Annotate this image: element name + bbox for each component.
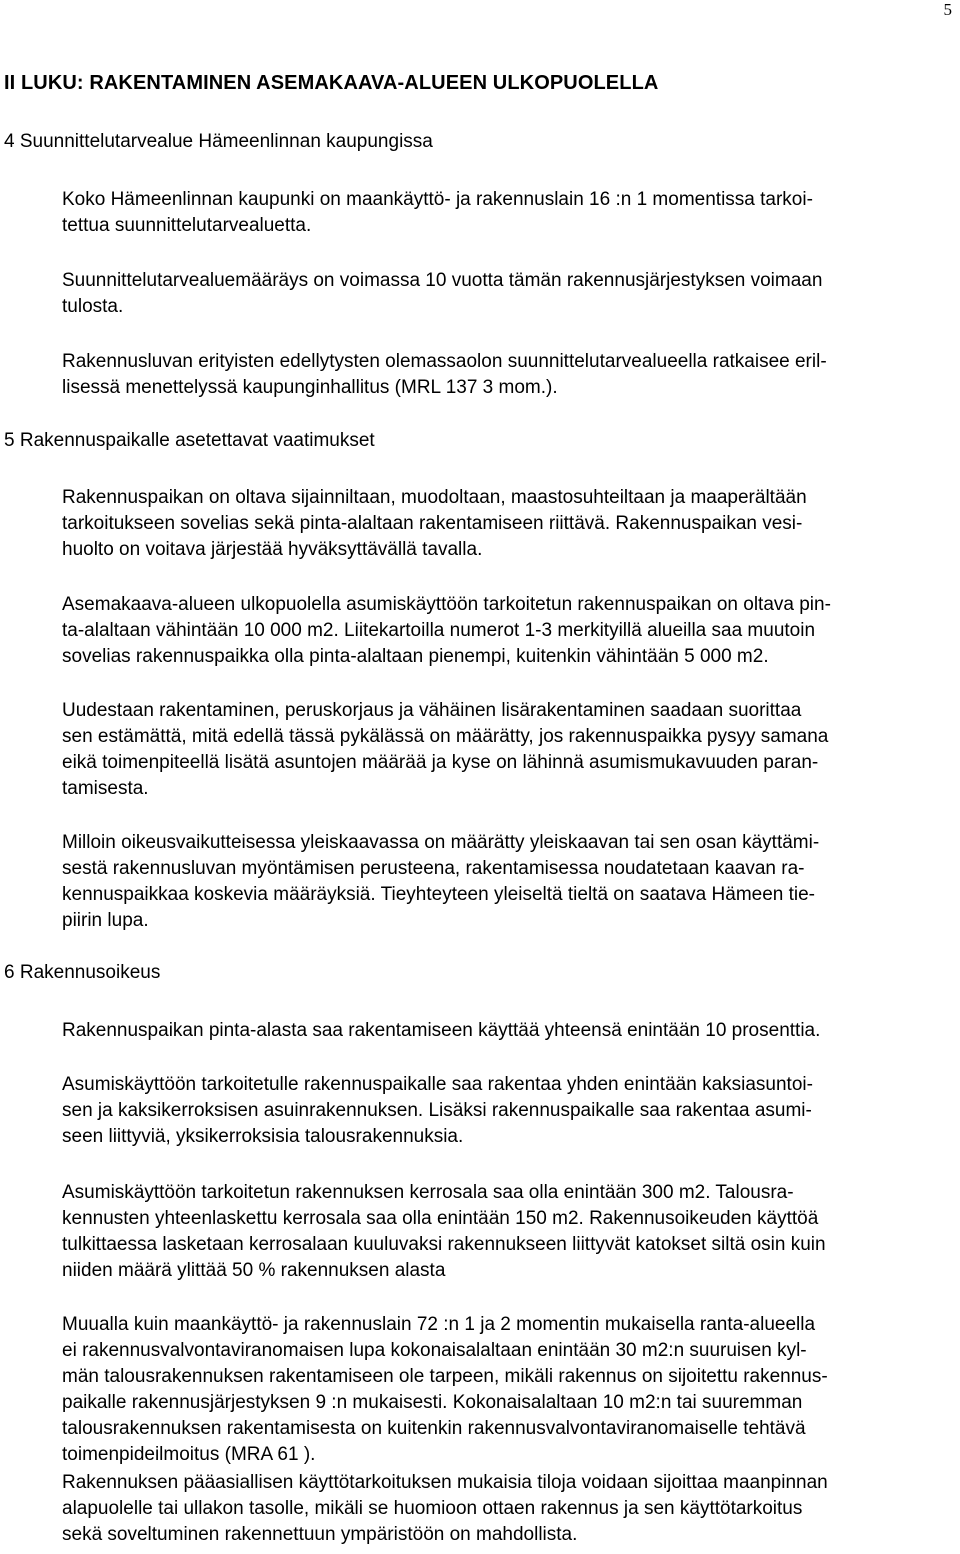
text-line: Milloin oikeusvaikutteisessa yleiskaavassa on määrätty yleiskaavan tai sen osan käyttämi-: [62, 832, 820, 853]
text-line: sovelias rakennuspaikka olla pinta-alaltaan pienempi, kuitenkin vähintään 5 000 m2.: [62, 646, 769, 667]
text-line: sekä soveltuminen rakennettuun ympäristöön on mahdollista.: [62, 1524, 578, 1545]
text-line: sen ja kaksikerroksisen asuinrakennuksen. Lisäksi rakennuspaikalle saa rakentaa asumi-: [62, 1100, 812, 1121]
paragraph: [62, 485, 958, 563]
text-line: Asemakaava-alueen ulkopuolella asumiskäyttöön tarkoitetun rakennuspaikan on oltava pin-: [62, 594, 831, 615]
text-line: eikä toimenpiteellä lisätä asuntojen määrää ja kyse on lähinnä asumismukavuuden paran-: [62, 752, 819, 773]
text-line: sen estämättä, mitä edellä tässä pykälässä on määrätty, jos rakennuspaikka pysyy samana: [62, 726, 829, 747]
paragraph: [62, 1470, 958, 1548]
text-line: Asumiskäyttöön tarkoitetun rakennuksen kerrosala saa olla enintään 300 m2. Talousra-: [62, 1182, 794, 1203]
text-line: Rakennuspaikan on oltava sijainniltaan, muodoltaan, maastosuhteiltaan ja maaperältään: [62, 487, 807, 508]
text-line: ta-alaltaan vähintään 10 000 m2. Liitekartoilla numerot 1-3 merkityillä alueilla saa muutoin: [62, 620, 816, 641]
paragraph: [62, 349, 958, 401]
text-line: män talousrakennuksen rakentamiseen ole tarpeen, mikäli rakennus on sijoitettu rakennus-: [62, 1366, 828, 1387]
paragraph: [62, 830, 958, 934]
chapter-heading: II LUKU: RAKENTAMINEN ASEMAKAAVA-ALUEEN ULKOPUOLELLA: [4, 72, 659, 94]
text-line: Rakennusluvan erityisten edellytysten olemassaolon suunnittelutarvealueella ratkaisee eril-: [62, 351, 827, 372]
page-number: 5: [943, 0, 952, 19]
text-line: niiden määrä ylittää 50 % rakennuksen alasta: [62, 1260, 446, 1281]
paragraph: [62, 268, 958, 320]
text-line: toimenpideilmoitus (MRA 61 ).: [62, 1444, 316, 1465]
text-line: ei rakennusvalvontaviranomaisen lupa kokonaisalaltaan enintään 30 m2:n suuruisen kyl-: [62, 1340, 807, 1361]
paragraph: [62, 1018, 958, 1044]
text-line: Muualla kuin maankäyttö- ja rakennuslain 72 :n 1 ja 2 momentin mukaisella ranta-alueella: [62, 1314, 816, 1335]
paragraph: [62, 1180, 958, 1284]
text-line: tettua suunnittelutarvealuetta.: [62, 215, 312, 236]
text-line: tarkoitukseen sovelias sekä pinta-alaltaan rakentamiseen riittävä. Rakennuspaikan vesi-: [62, 513, 803, 534]
section-title-4: 4 Suunnittelutarvealue Hämeenlinnan kaupungissa: [4, 131, 433, 152]
paragraph: [62, 698, 958, 802]
text-line: sestä rakennusluvan myöntämisen perusteena, rakentamisessa noudatetaan kaavan ra-: [62, 858, 805, 879]
text-line: Suunnittelutarvealuemääräys on voimassa 10 vuotta tämän rakennusjärjestyksen voimaan: [62, 270, 823, 291]
section-title-6: 6 Rakennusoikeus: [4, 962, 161, 983]
text-line: Rakennuksen pääasiallisen käyttötarkoituksen mukaisia tiloja voidaan sijoittaa maanpinnan: [62, 1472, 828, 1493]
text-line: piirin lupa.: [62, 910, 149, 931]
text-line: paikalle rakennusjärjestyksen 9 :n mukaisesti. Kokonaisalaltaan 10 m2:n tai suuremman: [62, 1392, 803, 1413]
text-line: Rakennuspaikan pinta-alasta saa rakentamiseen käyttää yhteensä enintään 10 prosenttia.: [62, 1020, 821, 1041]
paragraph: [62, 187, 958, 239]
section-title-5: 5 Rakennuspaikalle asetettavat vaatimukset: [4, 430, 375, 451]
text-line: kennuspaikkaa koskevia määräyksiä. Tieyhteyteen yleiseltä tieltä on saatava Hämeen tie-: [62, 884, 816, 905]
text-line: tulosta.: [62, 296, 124, 317]
text-line: huolto on voitava järjestää hyväksyttävällä tavalla.: [62, 539, 483, 560]
text-line: Uudestaan rakentaminen, peruskorjaus ja vähäinen lisärakentaminen saadaan suorittaa: [62, 700, 802, 721]
text-line: Asumiskäyttöön tarkoitetulle rakennuspaikalle saa rakentaa yhden enintään kaksiasuntoi-: [62, 1074, 813, 1095]
text-line: tulkittaessa lasketaan kerrosalaan kuuluvaksi rakennukseen liittyvät katokset siltä osin kuin: [62, 1234, 826, 1255]
text-line: Koko Hämeenlinnan kaupunki on maankäyttö- ja rakennuslain 16 :n 1 momentissa tarkoi-: [62, 189, 813, 210]
paragraph: [62, 592, 958, 670]
text-line: kennusten yhteenlaskettu kerrosala saa olla enintään 150 m2. Rakennusoikeuden käyttöä: [62, 1208, 819, 1229]
paragraph: [62, 1072, 958, 1150]
paragraph: [62, 1312, 958, 1468]
text-line: tamisesta.: [62, 778, 149, 799]
text-line: talousrakennuksen rakentamisesta on kuitenkin rakennusvalvontaviranomaiselle tehtävä: [62, 1418, 806, 1439]
text-line: seen liittyviä, yksikerroksisia talousrakennuksia.: [62, 1126, 464, 1147]
text-line: alapuolelle tai ullakon tasolle, mikäli se huomioon ottaen rakennus ja sen käyttötarkoitus: [62, 1498, 803, 1519]
text-line: lisessä menettelyssä kaupunginhallitus (MRL 137 3 mom.).: [62, 377, 558, 398]
